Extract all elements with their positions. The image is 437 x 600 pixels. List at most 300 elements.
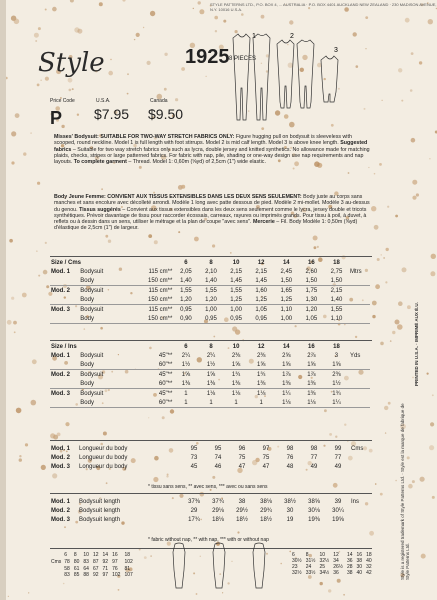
yardage-value: 1,25	[230, 296, 242, 303]
fabric-width: 150 cm**	[148, 296, 173, 303]
foxing-spot	[386, 248, 389, 251]
foxing-spot	[401, 100, 403, 102]
foxing-spot	[237, 531, 239, 533]
yardage-value: 1½	[206, 361, 216, 368]
yardage-value: 1	[259, 399, 263, 406]
foxing-spot	[344, 424, 346, 426]
yardage-value: 1⅝	[257, 361, 266, 368]
yardage-value: 1⅜	[282, 380, 291, 387]
desc-fr-mercerie: – Fil. Body Modèle 1: 0,50m (⅝yd) d'élastique de 2,5cm (1") de largeur.	[54, 219, 358, 232]
foxing-spot	[364, 108, 366, 110]
fabric-width: 60"**	[158, 380, 173, 387]
yardage-value: 1,00	[205, 306, 217, 313]
foxing-spot	[348, 172, 350, 174]
fabric-width: 115 cm**	[148, 306, 173, 313]
foxing-spot	[343, 594, 345, 596]
length-value: 48	[286, 463, 294, 470]
measurement-value: 23	[292, 564, 298, 570]
foxing-spot	[32, 359, 37, 364]
yardage-value: 1	[234, 399, 238, 406]
size-header: 8	[73, 552, 77, 558]
yardage-value: 1⅝	[282, 361, 291, 368]
foxing-spot	[416, 193, 419, 196]
model-label	[50, 360, 79, 370]
foxing-spot	[64, 526, 66, 528]
size-header: 14	[346, 552, 353, 558]
measurement-figures	[155, 540, 285, 600]
yardage-value: 2,05	[180, 268, 192, 275]
table-header-row	[50, 258, 370, 267]
foxing-spot	[383, 257, 384, 258]
yardage-value: 1,40	[205, 277, 217, 284]
table-row	[50, 370, 370, 380]
foxing-spot	[150, 555, 151, 556]
foxing-spot	[328, 589, 331, 592]
length-value: 38⅝	[308, 498, 320, 505]
measurement-value: 92	[102, 559, 109, 565]
measure-figure-back	[213, 543, 225, 588]
yardage-value: 1,75	[305, 287, 318, 294]
length-value: 30¼	[332, 507, 344, 514]
yardage-value: 1⅝	[332, 361, 341, 368]
description-english	[54, 134, 374, 165]
measurement-value: 38	[356, 558, 363, 564]
model-label: Mod. 2	[51, 287, 70, 294]
item-label: Bodysuit	[80, 306, 104, 313]
table-rule	[50, 440, 372, 441]
foxing-spot	[45, 242, 47, 244]
table-row	[50, 379, 370, 389]
model-label: Mod. 2	[51, 507, 70, 514]
model-3-sketch	[321, 56, 338, 102]
yardage-value: 1,50	[280, 277, 293, 284]
length-value: 49	[310, 463, 318, 470]
foxing-spot	[30, 132, 32, 134]
size-header: 16	[356, 552, 363, 558]
measurement-value: 88	[83, 572, 89, 578]
length-ins-table	[50, 497, 370, 524]
size-header: 12	[92, 552, 99, 558]
body-measurement-chart	[50, 552, 135, 578]
foxing-spot	[46, 285, 49, 288]
length-value: 49	[334, 463, 342, 470]
model-label: Mod. 3	[51, 306, 70, 313]
foxing-spot	[381, 254, 382, 255]
foxing-spot	[235, 329, 240, 334]
unit-label: Yds	[350, 352, 361, 359]
foxing-spot	[324, 409, 327, 412]
model-number-1: 1	[252, 33, 256, 40]
measurement-value: 81	[124, 566, 130, 572]
model-1-back-sketch	[253, 34, 270, 120]
yardage-value: 1,10	[280, 306, 293, 313]
table-row	[50, 276, 370, 286]
foxing-spot	[212, 244, 215, 247]
foxing-spot	[101, 188, 103, 190]
unit-label: Cms	[351, 445, 364, 452]
measurement-value: 40	[366, 558, 372, 564]
foxing-spot	[407, 305, 411, 309]
yardage-value: 1¾	[332, 390, 341, 397]
measurement-value: 102	[124, 559, 133, 565]
foxing-spot	[16, 408, 22, 414]
foxing-spot	[52, 473, 57, 478]
item-label: Bodysuit length	[79, 498, 121, 505]
usa-price: $7.95	[94, 106, 130, 122]
size-label-ins: Size / Ins	[51, 343, 77, 350]
item-label: Body	[80, 361, 94, 368]
foxing-spot	[317, 246, 319, 248]
foxing-spot	[108, 240, 111, 243]
length-value: 97	[262, 445, 270, 452]
metric-yardage-table	[50, 258, 370, 324]
unit-label	[349, 295, 370, 305]
length-value: 29⅛	[212, 507, 224, 514]
foxing-spot	[314, 246, 317, 249]
footnote-fr: * tissu sans sens, ** avec sens, *** avec ou sans sens	[148, 484, 268, 490]
length-value: 77	[310, 454, 318, 461]
size-header: 6	[292, 552, 295, 558]
yardage-value: 2,15	[255, 268, 268, 275]
measurement-value: 30	[356, 564, 363, 570]
size-header: 10	[319, 552, 326, 558]
desc-fr-fabrics-label: Tissus suggérés	[79, 206, 121, 213]
fabric-width: 150 cm**	[148, 315, 173, 322]
size-header: 8	[305, 552, 309, 558]
measurement-value: 32½	[292, 570, 302, 576]
measurement-value: 83	[83, 559, 89, 565]
foxing-spot	[431, 254, 436, 259]
item-label: Bodysuit	[80, 371, 104, 378]
yardage-value: 1⅛	[231, 390, 241, 397]
canada-price: $9.50	[148, 106, 184, 122]
yardage-value: 1⅝	[307, 361, 316, 368]
yardage-value: 1¾	[231, 371, 241, 378]
foxing-spot	[166, 475, 168, 477]
unit-label	[350, 462, 370, 471]
yardage-value: 0,90	[180, 315, 192, 322]
foxing-spot	[313, 236, 318, 241]
printed-in-usa: PRINTED IN U.S.A. · IMPRIMÉ AUX É.U.	[414, 302, 419, 386]
foxing-spot	[398, 301, 403, 306]
model-2-back-sketch	[297, 40, 314, 108]
yardage-value: 1½	[181, 361, 191, 368]
foxing-spot	[372, 315, 375, 318]
fabric-width: 60"**	[158, 399, 173, 406]
foxing-spot	[31, 400, 37, 406]
foxing-spot	[38, 275, 40, 277]
length-value: 73	[190, 454, 198, 461]
size-header: 18	[124, 552, 130, 558]
yardage-value: 1¼	[332, 399, 341, 406]
unit-label	[349, 360, 370, 370]
size-header: 6	[184, 259, 188, 266]
measurement-value: 61	[73, 566, 80, 572]
item-label: Body	[80, 315, 94, 322]
foxing-spot	[295, 325, 297, 327]
unit-label	[349, 314, 370, 324]
measurement-value: 30½	[292, 558, 302, 564]
measurement-value: 36	[333, 570, 339, 576]
measurement-value: 34½	[319, 570, 330, 576]
table-row	[50, 398, 370, 408]
foxing-spot	[105, 235, 108, 238]
foxing-spot	[13, 321, 17, 325]
measurement-value: 97	[112, 559, 118, 565]
foxing-spot	[419, 61, 422, 64]
model-label: Mod. 1	[51, 445, 70, 452]
item-label: Bodysuit	[80, 287, 104, 294]
foxing-spot	[22, 293, 27, 298]
size-header: 6	[184, 343, 188, 350]
yardage-value: 1,25	[255, 296, 268, 303]
foxing-spot	[103, 432, 107, 436]
yardage-value: 2,75	[330, 268, 343, 275]
unit-label: Cms	[51, 559, 62, 565]
foxing-spot	[213, 336, 215, 338]
size-header: 12	[333, 552, 339, 558]
length-value: 29¾	[260, 507, 272, 514]
yardage-value: 1,05	[255, 306, 268, 313]
model-label: Mod. 1	[51, 352, 70, 359]
item-label: Body	[80, 277, 94, 284]
body-measurement-chart-ins	[290, 552, 374, 576]
unit-label	[350, 515, 370, 524]
yardage-value: 1,55	[180, 287, 192, 294]
size-header: 18	[333, 343, 340, 350]
fabric-width: 115 cm**	[148, 268, 173, 275]
yardage-value: 1⅞	[307, 371, 316, 378]
yardage-value: 1,20	[180, 296, 192, 303]
foxing-spot	[154, 240, 158, 244]
measurement-value: 85	[73, 572, 80, 578]
length-value: 38	[238, 498, 246, 505]
unit-label	[349, 389, 370, 399]
item-label: Bodysuit	[80, 352, 104, 359]
foxing-spot	[382, 100, 383, 101]
yardage-value: 1⅝	[206, 371, 216, 378]
yardage-value: 1⅛	[307, 399, 316, 406]
desc-fr-suitable: CONVIENT AUX TISSUS EXTENSIBLES DANS LES DEUX SENS SEULEMENT:	[107, 194, 302, 200]
foxing-spot	[8, 596, 9, 597]
item-label: Body	[80, 380, 94, 387]
foxing-spot	[106, 482, 108, 484]
foxing-spot	[402, 267, 407, 272]
unit-label	[350, 453, 370, 462]
foxing-spot	[23, 152, 26, 155]
yardage-value: 2⅜	[257, 352, 266, 359]
foxing-spot	[148, 417, 149, 418]
desc-complete-label: To complete garment	[73, 159, 127, 166]
description-french	[54, 194, 374, 232]
item-label: Body	[80, 399, 94, 406]
item-label: Bodysuit length	[79, 507, 121, 514]
desc-fr-fabrics: – Convient aux tissus extensibles dans les deux sens seulement comme le lycra, jersey double et tricots synthétiques. Prévoir davantage de tissu pour raccorder écossais, carreaux, rayures ou imprimés grands. Pour tissu à poil, à duvet, à reflets ou à dessin dans un sens, utiliser le métrage et la plan de coupe "avec sens".	[54, 206, 367, 226]
model-label	[50, 398, 79, 408]
yardage-value: 1,50	[330, 277, 343, 284]
measurement-value: 33½	[305, 570, 316, 576]
size-header: 14	[282, 343, 290, 350]
foxing-spot	[390, 340, 392, 342]
model-label: Mod. 3	[51, 463, 70, 470]
table-row	[50, 314, 370, 324]
yardage-value: 2⅞	[307, 352, 316, 359]
measurement-value: 42	[366, 570, 372, 576]
yardage-value: 1,60	[255, 287, 268, 294]
yardage-value: 1⅝	[231, 361, 241, 368]
yardage-value: 1,40	[330, 296, 343, 303]
yardage-value: 1,00	[230, 306, 242, 313]
yardage-value: 1,20	[205, 296, 217, 303]
yardage-value: 2¼	[206, 352, 216, 359]
table-row	[50, 453, 370, 462]
model-label: Mod. 3	[51, 516, 70, 523]
footnote-en: * fabric without nap, ** with nap, *** with or without nap	[148, 537, 269, 543]
fabric-width: 115 cm**	[148, 287, 173, 294]
model-label: Mod. 3	[51, 390, 70, 397]
left-shadow	[0, 0, 6, 600]
foxing-spot	[374, 173, 376, 175]
foxing-spot	[28, 592, 29, 593]
item-label: Longueur du body	[79, 445, 128, 452]
model-number-2: 2	[290, 33, 294, 40]
foxing-spot	[181, 185, 185, 189]
length-value: 99	[334, 445, 342, 452]
item-label: Longueur du body	[79, 463, 128, 470]
measurement-value: 92	[92, 572, 99, 578]
length-value: 98	[286, 445, 294, 452]
model-label	[50, 379, 79, 389]
length-value: 38⅛	[260, 498, 272, 505]
foxing-spot	[395, 480, 397, 482]
size-header: 10	[232, 343, 240, 350]
foxing-spot	[19, 458, 22, 461]
measurement-value: 80	[73, 559, 80, 565]
measurement-value: 31½	[305, 558, 316, 564]
length-value: 30	[286, 507, 294, 514]
length-value: 19	[286, 516, 294, 523]
yardage-value: 2,15	[230, 268, 242, 275]
desc-fr-title: Body Jeune Femme:	[54, 194, 106, 200]
price-code-label: Price Code	[50, 98, 75, 104]
foxing-spot	[368, 167, 369, 168]
yardage-value: 1⅜	[206, 380, 216, 387]
publisher-address-text: STYLE PATTERNS LTD., P.O. BOX 4, ... AUSTRALIA · P.O. BOX 4401 AUCKLAND NEW ZEALAND · 230 MADISON AVENUE, N.Y. 10016 U.S.A.	[210, 2, 437, 12]
measurement-value: 64	[83, 566, 89, 572]
unit-label	[349, 286, 370, 296]
length-value: 45	[190, 463, 198, 470]
desc-complete: – Thread. Model 1: 0,60m (⅝yd) of 2,5cm (1") wide elastic.	[128, 159, 266, 166]
foxing-spot	[212, 476, 215, 479]
table-row	[50, 351, 370, 360]
foxing-spot	[412, 480, 415, 483]
measurement-value: 34	[333, 558, 339, 564]
unit-label	[349, 370, 370, 380]
foxing-spot	[162, 416, 165, 419]
size-header: 16	[308, 343, 315, 350]
yardage-value: 1,45	[255, 277, 268, 284]
trademark-note: Style is a registered trademark of Style Patterns Ltd. · Style est la marque de fabrique de Style Patterns Ltd.	[400, 403, 410, 580]
foxing-spot	[14, 331, 16, 333]
table-header-row	[50, 342, 370, 351]
yardage-value: 1	[184, 390, 188, 397]
desc-fabrics-label: Suggested fabrics	[54, 140, 368, 153]
fabric-width: 45"**	[158, 352, 173, 359]
model-label: Mod. 1	[51, 498, 70, 505]
measure-figure-side	[253, 543, 265, 588]
size-header: 6	[64, 552, 68, 558]
foxing-spot	[430, 422, 434, 426]
size-header: 12	[257, 343, 265, 350]
yardage-value: 1¼	[282, 390, 291, 397]
length-value: 37¾	[212, 498, 224, 505]
size-header: 10	[83, 552, 89, 558]
foxing-spot	[19, 455, 21, 457]
size-header: 14	[102, 552, 109, 558]
yardage-value: 1,50	[305, 277, 318, 284]
foxing-spot	[398, 68, 402, 72]
foxing-spot	[57, 433, 61, 437]
foxing-spot	[429, 158, 430, 159]
table-row	[50, 267, 370, 276]
table-row	[50, 444, 370, 453]
fabric-width: 60"**	[158, 361, 173, 368]
size-header: 18	[333, 259, 340, 266]
foxing-spot	[230, 252, 232, 254]
foxing-spot	[385, 432, 386, 433]
foxing-spot	[320, 582, 323, 585]
foxing-spot	[380, 342, 384, 346]
foxing-spot	[384, 406, 388, 410]
foxing-spot	[11, 297, 14, 300]
foxing-spot	[420, 477, 425, 482]
length-value: 29	[190, 507, 198, 514]
measurement-value: 78	[64, 559, 70, 565]
foxing-spot	[412, 196, 416, 200]
unit-label: Ins	[351, 498, 360, 505]
length-value: 39	[334, 498, 342, 505]
measurement-value: 102	[112, 572, 121, 578]
foxing-spot	[65, 422, 69, 426]
yardage-value: 0,95	[205, 315, 217, 322]
length-value: 47	[238, 463, 246, 470]
item-label: Body	[80, 296, 94, 303]
yardage-value: 1⅞	[282, 371, 291, 378]
table-row	[50, 462, 370, 471]
size-header: 16	[112, 552, 118, 558]
foxing-spot	[194, 237, 199, 242]
length-value: 75	[262, 454, 270, 461]
foxing-spot	[395, 320, 400, 325]
foxing-spot	[15, 113, 20, 118]
usa-label: U.S.A.	[96, 98, 111, 104]
foxing-spot	[412, 180, 417, 185]
model-label	[50, 276, 79, 286]
length-value: 98	[310, 445, 318, 452]
foxing-spot	[388, 402, 391, 405]
unit-label	[50, 572, 62, 578]
measurement-value: 28	[346, 564, 353, 570]
model-label: Mod. 2	[51, 454, 70, 461]
yardage-value: 0,95	[180, 306, 192, 313]
measurement-value: 107	[124, 572, 133, 578]
table-row	[50, 295, 370, 305]
foxing-spot	[392, 331, 395, 334]
measurement-value: 32½	[319, 558, 330, 564]
measurement-value: 76	[112, 566, 118, 572]
desc-suitable: SUITABLE FOR TWO-WAY STRETCH FABRICS ONLY:	[100, 134, 235, 140]
size-header: 10	[232, 259, 240, 266]
